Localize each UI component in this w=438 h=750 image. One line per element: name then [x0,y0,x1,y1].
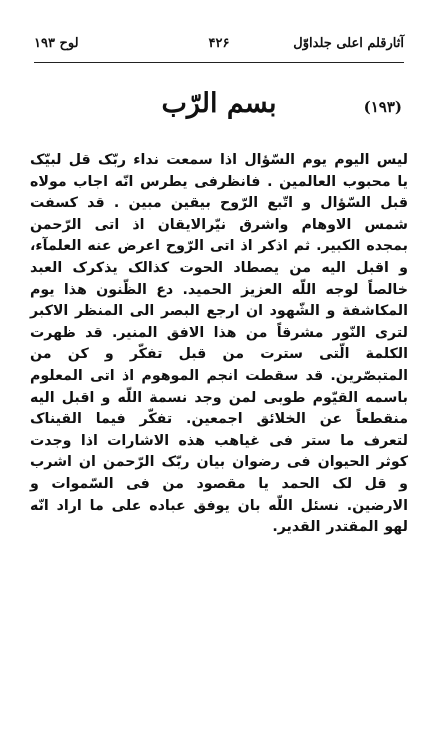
book-title: آثارقلم اعلی جلداوّل [293,36,404,51]
tablet-number: (۱۹۳) [363,98,402,116]
page-number: ۴۲۶ [208,36,230,51]
tablet-title: بسم الرّب [161,88,277,119]
tablet-body-text: لیس الیوم یوم السّؤال اذا سمعت نداء ربّک قل لبیّک یا محبوب العالمین . فانظرفی یطرس انّه اجاب مولاه قبل السّؤال و اتّبع الرّوح بیقین مبین . قد کسفت شمس الاوهام واشرق نیّرالایقان اذ اتی الرّحمن بمجده الکبیر. ثم اذکر اذ اتی الرّوح اعرض عنه العلمآء، و اقبل الیه من یصطاد الحوت کذالک یذکرک العبد خالصاً لوجه اللّه العزیز الحمید. دع الظّنون هذا یوم المکاشفة و الشّهود ان ارجع البصر الی المنظر الاکبر لتری النّور مشرقاً من هذا الافق المنیر. قد ظهرت الکلمة الّتی سترت من قبل تفکّر و کن من المتبصّرین. قد سقطت انجم الموهوم اذ اتی المعلوم باسمه القیّوم طوبی لمن وجد نسمة اللّه و اقبل الیه منقطعاً عن الخلائق اجمعین. تفکّر فیما القیناک لتعرف ما ستر فی غیاهب هذه الاشارات اذا وجدت کوثر الحیوان فی رضوان بیان ربّک الرّحمن ان اشرب و قل لک الحمد یا مقصود من فی السّموات و الارضین. نسئل اللّه بان یوفق عباده علی ما اراد انّه لهو المقتدر القدیر. [30,152,408,536]
running-header [34,36,404,60]
tablet-reference: لوح ۱۹۳ [34,36,79,51]
header-divider [34,62,404,63]
